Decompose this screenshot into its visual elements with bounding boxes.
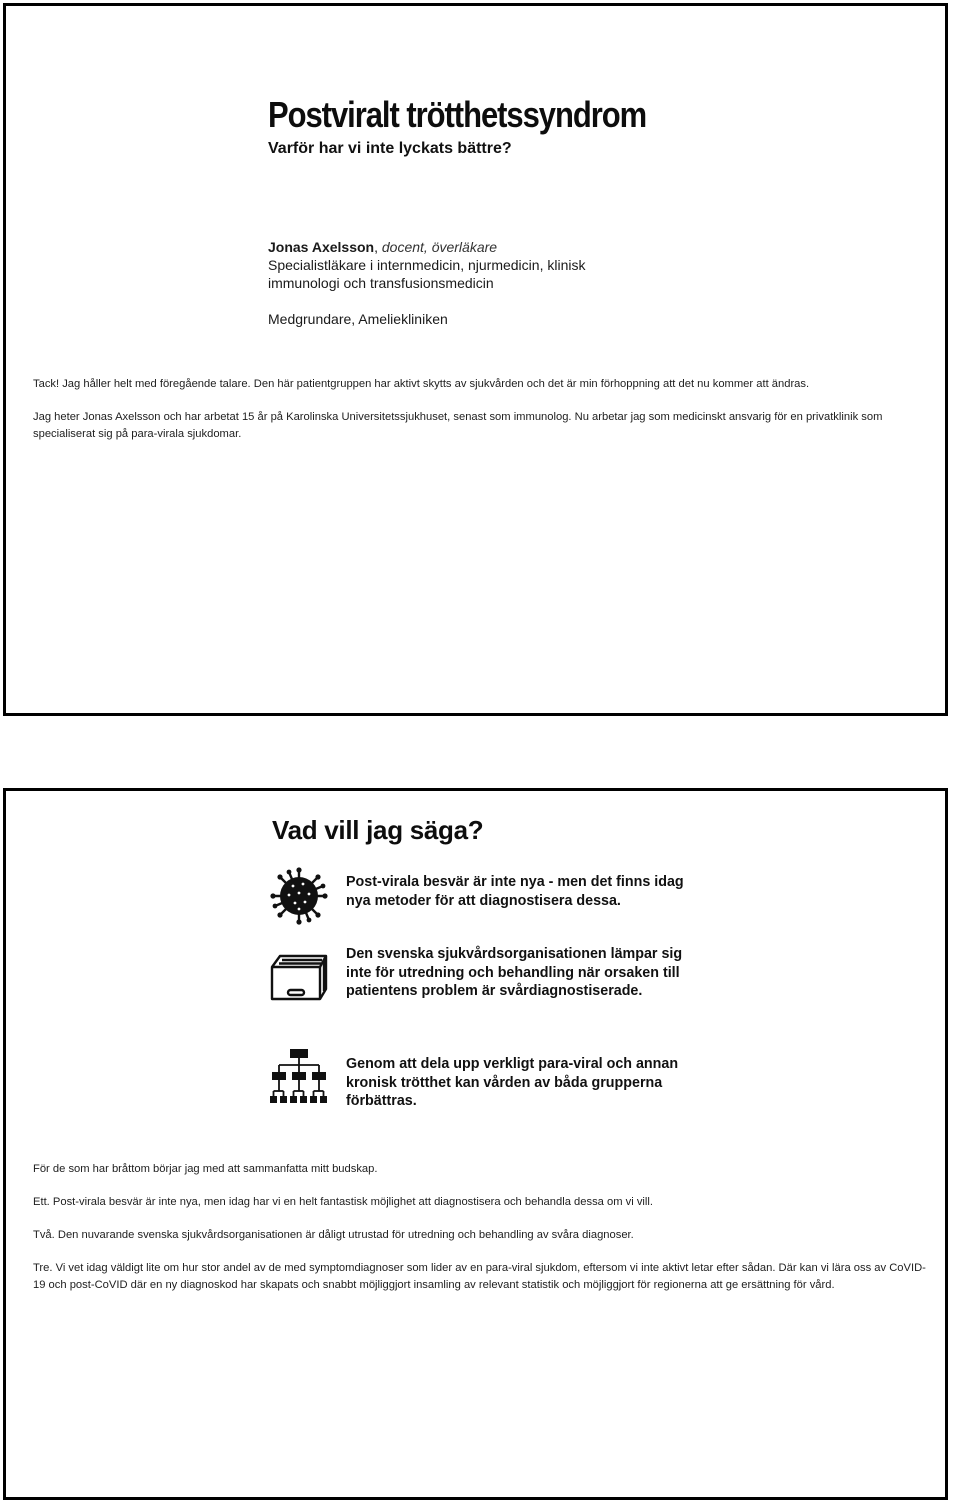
- affiliation: Medgrundare, Ameliekliniken: [268, 311, 448, 327]
- author-name: Jonas Axelsson: [268, 239, 375, 255]
- note-paragraph: För de som har bråttom börjar jag med att sammanfatta mitt budskap.: [33, 1163, 378, 1175]
- key-point-text: Genom att dela upp verkligt para-viral och annan kronisk trötthet kan vården av båda grupperna förbättras.: [346, 1056, 679, 1109]
- speaker-notes: [33, 376, 933, 459]
- toaster-icon: [268, 945, 330, 1007]
- org-chart-icon: [268, 1047, 330, 1109]
- key-point: [268, 945, 708, 1007]
- author-line: [268, 238, 585, 256]
- slide-title: Vad vill jag säga?: [272, 815, 484, 845]
- specialty-line-2: immunologi och transfusionsmedicin: [268, 275, 494, 291]
- note-paragraph: Två. Den nuvarande svenska sjukvårdsorganisationen är dåligt utrustad för utredning och behandling av svåra diagnoser.: [33, 1229, 634, 1241]
- key-point: [268, 865, 708, 927]
- virus-icon: [268, 865, 330, 927]
- slide-2: [3, 788, 948, 1500]
- slide-1: [3, 3, 948, 716]
- key-point-text: Post-virala besvär är inte nya - men det finns idag nya metoder för att diagnostisera dessa.: [346, 874, 684, 909]
- speaker-notes: [33, 1161, 933, 1310]
- slide-title: Postviralt trötthetssyndrom: [268, 94, 647, 135]
- specialty-line-1: Specialistläkare i internmedicin, njurmedicin, klinisk: [268, 257, 586, 273]
- key-point-text: Den svenska sjukvårdsorganisationen lämpar sig inte för utredning och behandling när orsaken till patientens problem är svårdiagnostiserade.: [346, 946, 683, 999]
- author-role: docent, överläkare: [381, 239, 498, 255]
- key-point: [268, 1047, 708, 1111]
- note-paragraph: Ett. Post-virala besvär är inte nya, men idag har vi en helt fantastisk möjlighet att diagnostisera och behandla dessa om vi vill.: [33, 1196, 653, 1208]
- note-paragraph: Tre. Vi vet idag väldigt lite om hur stor andel av de med symptomdiagnoser som lider av en para-viral sjukdom, eftersom vi inte aktivt letar efter sådan. Där kan vi lära oss av CoVID-19 och post-CoVID där en ny diagnoskod har skapats och snabbt möjliggjort insamling av relevant statistik och möjliggjort för regionerna att ge ersättning för vård.: [33, 1262, 926, 1291]
- spacer: [268, 292, 585, 310]
- author-block: [268, 238, 585, 328]
- slide-subtitle: Varför har vi inte lyckats bättre?: [268, 140, 512, 157]
- note-paragraph: Tack! Jag håller helt med föregående talare. Den här patientgruppen har aktivt skytts av sjukvården och det är min förhoppning att det nu kommer att ändras.: [33, 378, 810, 390]
- note-paragraph: Jag heter Jonas Axelsson och har arbetat 15 år på Karolinska Universitetssjukhuset, senast som immunolog. Nu arbetar jag som medicinskt ansvarig för en privatklinik som specialiserat sig på para-virala sjukdomar.: [33, 411, 883, 440]
- author-separator: ,: [374, 239, 382, 255]
